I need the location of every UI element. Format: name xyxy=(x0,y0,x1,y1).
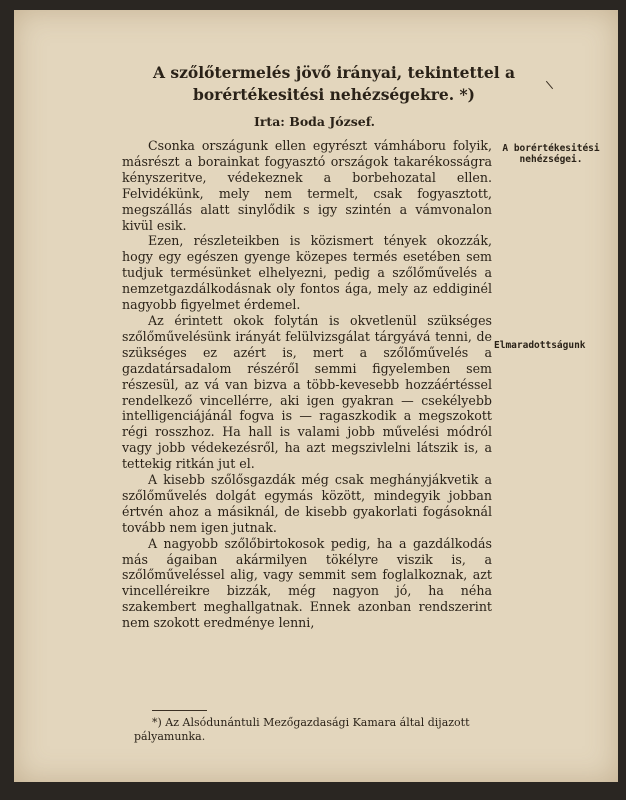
pencil-mark xyxy=(546,81,553,89)
article-body xyxy=(122,138,492,631)
paragraph: A kisebb szőlősgazdák még csak meghányjákvetik a szőlőművelés dolgát egymás között, mindegyik jobban értvén ahoz a másiknál, de kisebb gyakorlati fogásoknál tovább nem igen jutnak. xyxy=(122,472,492,535)
paragraph: Csonka országunk ellen egyrészt vámháboru folyik, másrészt a borainkat fogyasztó országok takarékosságra kényszeritve, védekeznek a borbehozatal ellen. Felvidékünk, mely nem termelt, csak fogyasztott, megszállás alatt sinylődik s igy szintén a vámvonalon kivül esik. xyxy=(122,138,492,233)
author-line: Irta: Boda József. xyxy=(254,114,375,129)
document-page xyxy=(14,10,618,782)
margin-note-1 xyxy=(496,143,606,165)
article-title xyxy=(124,62,544,106)
title-line-2: borértékesitési nehézségekre. *) xyxy=(193,85,475,104)
footnote: *) Az Alsódunántuli Mezőgazdasági Kamara által dijazott pályamunka. xyxy=(134,716,470,743)
paragraph: Ezen, részleteikben is közismert tények okozzák, hogy egy egészen gyenge közepes termés esetében sem tudjuk termésünket elhelyezni, pedig a szőlőművelés a nemzetgazdálkodásnak oly fontos ága, mely az eddiginél nagyobb figyelmet érdemel. xyxy=(122,233,492,313)
margin-note-2: Elmaradottságunk xyxy=(494,340,586,351)
footnote-divider xyxy=(152,710,207,711)
margin-note-1-line-1: A borértékesitési xyxy=(502,143,600,154)
margin-note-1-line-2: nehézségei. xyxy=(519,154,583,165)
paragraph: A nagyobb szőlőbirtokosok pedig, ha a gazdálkodás más ágaiban akármilyen tökélyre viszik is, a szőlőműveléssel alig, vagy semmit sem foglalkoznak, azt vincelléreikre bizzák, még nagyon jó, ha néha szakembert meghallgatnak. Ennek azonban rendszerint nem szokott eredménye lenni, xyxy=(122,535,492,631)
paragraph: Az érintett okok folytán is okvetlenül szükséges szőlőművelésünk irányát felülvizsgálat tárgyává tenni, de szükséges ez azért is, mert a szőlőművelés a gazdatársadalom részéről semmi figyelemben sem részesül, az vá van bizva a több-kevesebb hozzáértéssel rendelkező vincellérre, aki igen gyakran — csekélyebb intelligenciájánál fogva is — ragaszkodik a megszokott régi rosszhoz. Ha hall is valami jobb művelési módról vagy jobb védekezésről, ha azt megszivlelni látszik is, a tettekig ritkán jut el. xyxy=(122,312,492,472)
title-line-1: A szőlőtermelés jövő irányai, tekintettel a xyxy=(152,63,516,82)
